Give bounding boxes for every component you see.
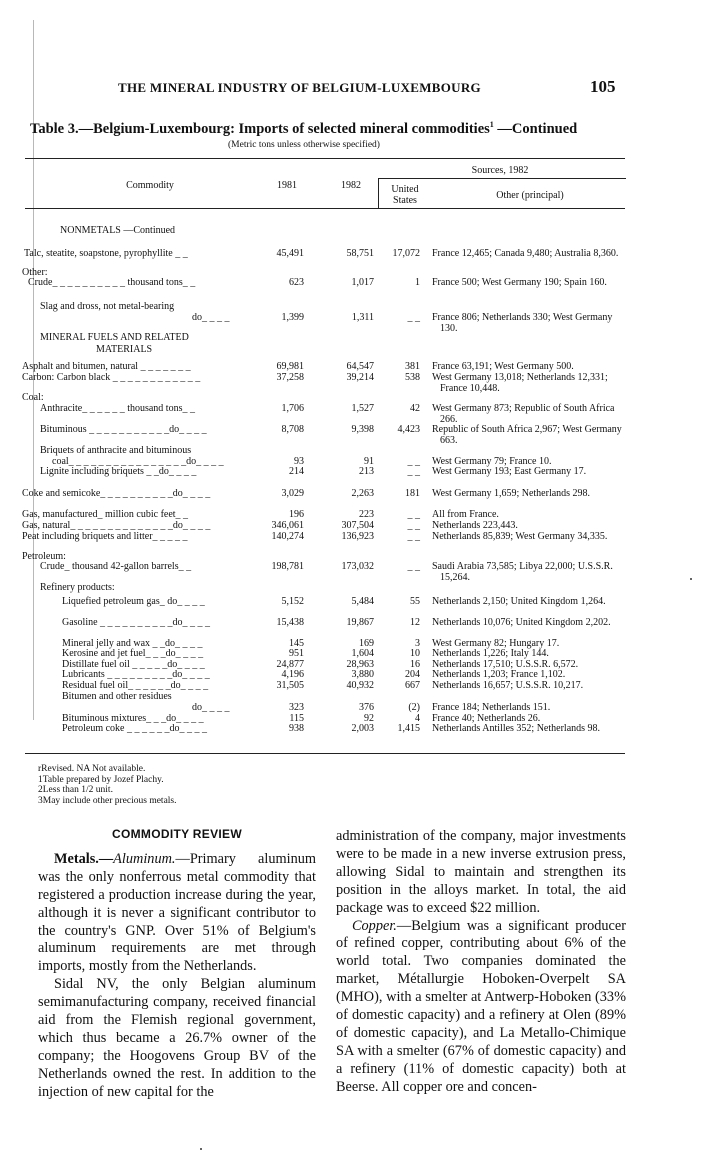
sidal-continued-paragraph: administration of the company, major investments were to be made in a new inverse extrusion press, allowing Sidal to maintain and strengthen its position in the alloys market. In total, the aid package was to exceed $22 million. xyxy=(336,828,626,916)
header-other: Other (principal) xyxy=(496,190,564,201)
cell-1982: 3,880 xyxy=(351,669,374,680)
cell-united-states: _ _ xyxy=(407,520,420,531)
cell-commodity: Crude_ _ _ _ _ _ _ _ _ _ thousand tons_ _ xyxy=(28,277,196,288)
cell-1981: 938 xyxy=(289,723,304,734)
cell-1982: 169 xyxy=(359,638,374,649)
copper-paragraph xyxy=(336,918,626,1097)
cell-1982: 64,547 xyxy=(346,361,374,372)
cell-1982: 28,963 xyxy=(346,659,374,670)
right-column xyxy=(336,828,626,1097)
cell-1981: 623 xyxy=(289,277,304,288)
cell-united-states: 16 xyxy=(410,659,420,670)
cell-1981: 115 xyxy=(289,713,304,724)
cell-commodity: Refinery products: xyxy=(40,582,115,593)
cell-other: West Germany 193; East Germany 17. xyxy=(432,466,587,477)
cell-commodity: Other: xyxy=(22,267,48,278)
cell-other: Netherlands 16,657; U.S.S.R. 10,217. xyxy=(432,680,584,691)
cell-1982: 58,751 xyxy=(346,248,374,259)
cell-commodity: coal_ _ _ _ _ _ _ _ _ _ _ _ _ _ _ _do_ _ _ _ xyxy=(52,456,224,467)
left-column xyxy=(38,826,316,1102)
header-1982: 1982 xyxy=(341,180,361,191)
cell-1981: 24,877 xyxy=(276,659,304,670)
cell-united-states: 1,415 xyxy=(397,723,420,734)
table-title-main: Table 3.—Belgium-Luxembourg: Imports of selected mineral commodities xyxy=(30,120,490,137)
cell-1981: 31,505 xyxy=(276,680,304,691)
cell-united-states: 1 xyxy=(415,277,420,288)
cell-united-states: _ _ xyxy=(407,466,420,477)
cell-united-states: _ _ xyxy=(407,509,420,520)
header-sources: Sources, 1982 xyxy=(471,165,529,176)
cell-united-states: 10 xyxy=(410,648,420,659)
header-commodity: Commodity xyxy=(126,180,174,191)
cell-other: West Germany 79; France 10. xyxy=(432,456,552,467)
cell-commodity: Coke and semicoke_ _ _ _ _ _ _ _ _ _do_ _ _ _ xyxy=(22,488,211,499)
cell-commodity: Gas, manufactured_ million cubic feet_ _ xyxy=(22,509,189,520)
cell-other: Republic of South Africa 2,967; West Germany 663. xyxy=(432,424,622,446)
cell-1981: 196 xyxy=(289,509,304,520)
cell-commodity: Lignite including briquets _ _do_ _ _ _ xyxy=(40,466,197,477)
cell-commodity: do_ _ _ _ xyxy=(192,312,230,323)
footnote: 1Table prepared by Jozef Plachy. xyxy=(38,774,164,785)
cell-other: West Germany 82; Hungary 17. xyxy=(432,638,560,649)
cell-united-states: _ _ xyxy=(407,531,420,542)
cell-1981: 323 xyxy=(289,702,304,713)
cell-1981: 214 xyxy=(289,466,304,477)
cell-commodity: Distillate fuel oil _ _ _ _ _do_ _ _ _ xyxy=(62,659,205,670)
aluminum-label: Aluminum. xyxy=(113,850,176,867)
cell-commodity: Briquets of anthracite and bituminous xyxy=(40,445,192,456)
cell-united-states: 12 xyxy=(410,617,420,628)
cell-1982: 19,867 xyxy=(346,617,374,628)
cell-other: West Germany 13,018; Netherlands 12,331; France 10,448. xyxy=(432,372,608,394)
cell-united-states: (2) xyxy=(408,702,420,713)
cell-united-states: 538 xyxy=(405,372,420,383)
cell-other: Netherlands 223,443. xyxy=(432,520,518,531)
cell-commodity: Gas, natural_ _ _ _ _ _ _ _ _ _ _ _ _ _do_ _ _ _ xyxy=(22,520,211,531)
cell-other: Netherlands 85,839; West Germany 34,335. xyxy=(432,531,608,542)
header-united-states: United States xyxy=(391,184,419,206)
cell-commodity: Crude_ thousand 42-gallon barrels_ _ xyxy=(40,561,192,572)
cell-commodity: Gasoline _ _ _ _ _ _ _ _ _ _do_ _ _ _ xyxy=(62,617,211,628)
cell-other: All from France. xyxy=(432,509,499,520)
cell-1982: 1,017 xyxy=(351,277,374,288)
cell-united-states: 3 xyxy=(415,638,420,649)
cell-commodity: Anthracite_ _ _ _ _ _ thousand tons_ _ xyxy=(40,403,195,414)
cell-other: Netherlands 10,076; United Kingdom 2,202. xyxy=(432,617,611,628)
cell-commodity: MATERIALS xyxy=(96,344,153,355)
cell-commodity: do_ _ _ _ xyxy=(192,702,230,713)
cell-commodity: Mineral jelly and wax _ _do_ _ _ _ xyxy=(62,638,203,649)
cell-1982: 136,923 xyxy=(341,531,374,542)
cell-1981: 45,491 xyxy=(276,248,304,259)
table-bottom-rule xyxy=(25,753,625,754)
metals-lead: Metals.— xyxy=(54,850,114,867)
cell-other: Netherlands 17,510; U.S.S.R. 6,572. xyxy=(432,659,579,670)
cell-other: West Germany 1,659; Netherlands 298. xyxy=(432,488,591,499)
cell-united-states: 4 xyxy=(415,713,420,724)
footnote: rRevised. NA Not available. xyxy=(38,764,146,774)
cell-other: West Germany 873; Republic of South Africa 266. xyxy=(432,403,615,425)
cell-1982: 1,311 xyxy=(351,312,374,323)
cell-commodity: Bituminous mixtures_ _ _do_ _ _ _ xyxy=(62,713,204,724)
cell-other: France 63,191; West Germany 500. xyxy=(432,361,574,372)
cell-united-states: 381 xyxy=(405,361,420,372)
cell-1982: 1,527 xyxy=(351,403,374,414)
running-title: THE MINERAL INDUSTRY OF BELGIUM-LUXEMBOURG xyxy=(118,80,481,95)
speck xyxy=(200,1148,202,1150)
cell-1981: 1,706 xyxy=(281,403,304,414)
aluminum-paragraph xyxy=(38,851,316,976)
cell-other: Netherlands Antilles 352; Netherlands 98. xyxy=(432,723,601,734)
cell-commodity: Talc, steatite, soapstone, pyrophyllite _ _ xyxy=(24,248,188,259)
cell-commodity: Kerosine and jet fuel_ _ _do_ _ _ _ xyxy=(62,648,204,659)
cell-commodity: NONMETALS —Continued xyxy=(60,225,176,236)
cell-other: France 806; Netherlands 330; West Germany 130. xyxy=(432,312,613,334)
footnotes xyxy=(38,764,177,806)
cell-commodity: Liquefied petroleum gas_ do_ _ _ _ xyxy=(62,596,205,607)
cell-commodity: MINERAL FUELS AND RELATED xyxy=(40,332,189,343)
cell-1981: 140,274 xyxy=(271,531,304,542)
cell-1981: 198,781 xyxy=(271,561,304,572)
cell-united-states: _ _ xyxy=(407,561,420,572)
table-title-footnote-mark: 1 xyxy=(489,120,494,129)
cell-united-states: 667 xyxy=(405,680,420,691)
cell-commodity: Residual fuel oil_ _ _ _ _ _do_ _ _ _ xyxy=(62,680,209,691)
cell-1982: 39,214 xyxy=(346,372,374,383)
footnote: 2Less than 1/2 unit. xyxy=(38,785,113,795)
cell-1981: 3,029 xyxy=(281,488,304,499)
copper-text: —Belgium was a significant producer of refined copper, contributing about 6% of the world total. Two companies dominated the market, Métallurgie Hoboken-Overpelt SA (MHO), with a smelter at Antwerp-Hoboken (33% of domestic capacity) and a refinery at Olen (89% of domestic capacity), and La Metallo-Chimique SA with a smelter (67% of domestic capacity) and a refinery (11% of domestic capacity) both at Beerse. All copper ore and concen- xyxy=(336,917,626,1095)
cell-1981: 1,399 xyxy=(281,312,304,323)
cell-other: Netherlands 2,150; United Kingdom 1,264. xyxy=(432,596,606,607)
cell-other: Saudi Arabia 73,585; Libya 22,000; U.S.S.R. 15,264. xyxy=(432,561,613,583)
cell-1982: 92 xyxy=(364,713,374,724)
cell-1981: 37,258 xyxy=(276,372,304,383)
cell-1982: 173,032 xyxy=(341,561,374,572)
cell-united-states: 55 xyxy=(410,596,420,607)
cell-commodity: Peat including briquets and litter_ _ _ _ _ xyxy=(22,531,188,542)
cell-1981: 951 xyxy=(289,648,304,659)
cell-commodity: Asphalt and bitumen, natural _ _ _ _ _ _ _ xyxy=(22,361,191,372)
cell-1981: 5,152 xyxy=(281,596,304,607)
page-number: 105 xyxy=(590,77,616,96)
cell-commodity: Petroleum: xyxy=(22,551,66,562)
cell-1982: 40,932 xyxy=(346,680,374,691)
cell-1981: 145 xyxy=(289,638,304,649)
cell-other: France 12,465; Canada 9,480; Australia 8,360. xyxy=(432,248,619,259)
copper-label: Copper. xyxy=(352,917,397,934)
cell-united-states: 4,423 xyxy=(397,424,420,435)
cell-1981: 69,981 xyxy=(276,361,304,372)
cell-united-states: 181 xyxy=(405,488,420,499)
cell-1982: 307,504 xyxy=(341,520,374,531)
cell-united-states: 204 xyxy=(405,669,420,680)
table-subtitle: (Metric tons unless otherwise specified) xyxy=(228,140,380,150)
sidal-paragraph: Sidal NV, the only Belgian aluminum semimanufacturing company, received financial aid from the Flemish regional government, which thus became a 26.7% owner of the company; the Hoogovens Group BV of the Netherlands owned the rest. In addition to the injection of new capital for the xyxy=(38,976,316,1100)
cell-other: France 500; West Germany 190; Spain 160. xyxy=(432,277,607,288)
cell-1981: 4,196 xyxy=(281,669,304,680)
section-heading: COMMODITY REVIEW xyxy=(112,827,242,841)
cell-1982: 213 xyxy=(359,466,374,477)
cell-1982: 376 xyxy=(359,702,374,713)
speck xyxy=(690,578,692,580)
cell-commodity: Petroleum coke _ _ _ _ _ _do_ _ _ _ xyxy=(62,723,207,734)
cell-united-states: _ _ xyxy=(407,456,420,467)
footnote: 3May include other precious metals. xyxy=(38,795,177,806)
cell-1981: 15,438 xyxy=(276,617,304,628)
cell-commodity: Bitumen and other residues xyxy=(62,691,172,702)
cell-other: France 184; Netherlands 151. xyxy=(432,702,551,713)
cell-other: France 40; Netherlands 26. xyxy=(432,713,541,724)
cell-united-states: 42 xyxy=(410,403,420,414)
cell-1982: 2,263 xyxy=(351,488,374,499)
aluminum-text: —Primary aluminum was the only nonferrous metal commodity that registered a production increase during the year, although it is never a significant contributor to the country's GNP. Over 51% of Belgium's aluminum requirements are met through imports, mostly from the Netherlands. xyxy=(38,850,316,975)
cell-commodity: Bituminous _ _ _ _ _ _ _ _ _ _ _do_ _ _ _ xyxy=(40,424,207,435)
cell-united-states: 17,072 xyxy=(392,248,420,259)
header-1981: 1981 xyxy=(277,180,297,191)
cell-1982: 2,003 xyxy=(351,723,374,734)
cell-other: Netherlands 1,226; Italy 144. xyxy=(432,648,549,659)
cell-commodity: Carbon: Carbon black _ _ _ _ _ _ _ _ _ _ _ _ xyxy=(22,372,201,383)
cell-1982: 9,398 xyxy=(351,424,374,435)
cell-1982: 5,484 xyxy=(351,596,374,607)
cell-commodity: Coal: xyxy=(22,392,44,403)
cell-other: Netherlands 1,203; France 1,102. xyxy=(432,669,566,680)
cell-1982: 1,604 xyxy=(351,648,374,659)
cell-1982: 223 xyxy=(359,509,374,520)
cell-1981: 93 xyxy=(294,456,304,467)
table-title-tail: —Continued xyxy=(493,120,578,137)
cell-united-states: _ _ xyxy=(407,312,420,323)
cell-1981: 8,708 xyxy=(281,424,304,435)
cell-1982: 91 xyxy=(364,456,374,467)
cell-commodity: Slag and dross, not metal-bearing xyxy=(40,301,175,312)
cell-commodity: Lubricants _ _ _ _ _ _ _ _ _do_ _ _ _ xyxy=(62,669,210,680)
cell-1981: 346,061 xyxy=(271,520,304,531)
